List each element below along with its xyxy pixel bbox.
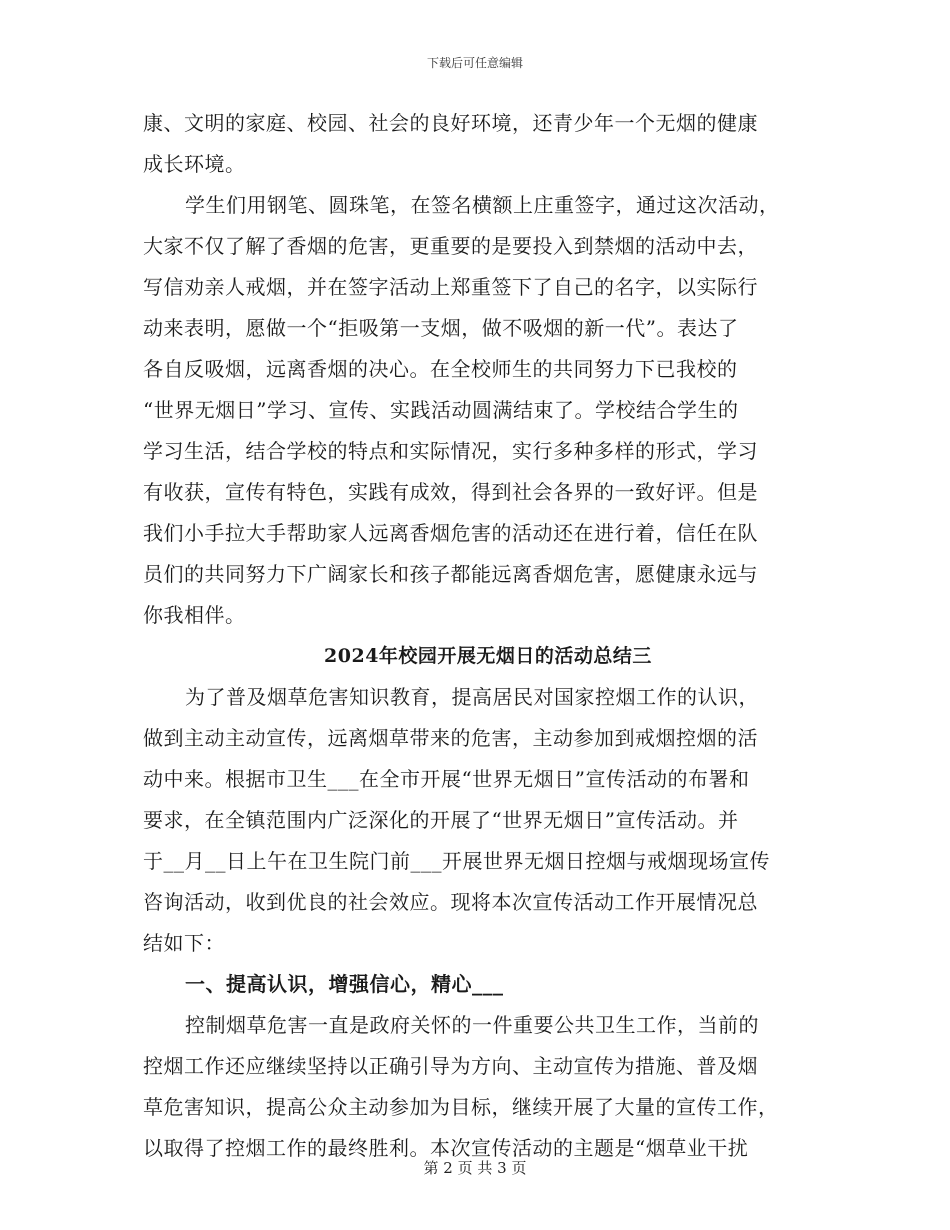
text-line: 动中来。根据市卫生___在全市开展“世界无烟日”宣传活动的布署和 (143, 767, 750, 791)
document-body (143, 103, 813, 1169)
text-line: 学习生活，结合学校的特点和实际情况，实行多种多样的形式，学习 (143, 439, 758, 463)
page-footer-number: 第 2 页 共 3 页 (423, 1159, 527, 1177)
text-line: 我们小手拉大手帮助家人远离香烟危害的活动还在进行着，信任在队 (143, 521, 758, 545)
section-heading: 2024年校园开展无烟日的活动总结三 (324, 645, 652, 667)
text-line: 写信劝亲人戒烟，并在签字活动上郑重签下了自己的名字，以实际行 (143, 275, 758, 299)
text-line: 各自反吸烟，远离香烟的决心。在全校师生的共同努力下已我校的 (143, 357, 738, 381)
text-line: 做到主动主动宣传，远离烟草带来的危害，主动参加到戒烟控烟的活 (143, 726, 758, 750)
text-line: 学生们用钢笔、圆珠笔，在签名横额上庄重签字，通过这次活动， (185, 193, 780, 217)
text-line: 成长环境。 (143, 152, 246, 176)
text-line: 于__月__日上午在卫生院门前___开展世界无烟日控烟与戒烟现场宣传 (143, 849, 770, 873)
text-line: 咨询活动，收到优良的社会效应。现将本次宣传活动工作开展情况总 (143, 890, 758, 914)
page-header-note: 下载后可任意编辑 (426, 56, 523, 70)
text-line: 为了普及烟草危害知识教育，提高居民对国家控烟工作的认识， (185, 685, 759, 709)
text-line: 员们的共同努力下广阔家长和孩子都能远离香烟危害，愿健康永远与 (143, 562, 758, 586)
text-line: 你我相伴。 (143, 603, 246, 627)
text-line: 动来表明，愿做一个“拒吸第一支烟，做不吸烟的新一代”。表达了 (143, 316, 739, 340)
text-line: 要求，在全镇范围内广泛深化的开展了“世界无烟日”宣传活动。并 (143, 808, 739, 832)
text-line: 结如下： (143, 931, 225, 955)
text-line: 以取得了控烟工作的最终胜利。本次宣传活动的主题是“烟草业干扰 (143, 1136, 749, 1160)
text-line: 草危害知识，提高公众主动参加为目标，继续开展了大量的宣传工作， (143, 1095, 779, 1119)
subsection-heading: 一、提高认识，增强信心，精心___ (185, 972, 504, 996)
text-line: “世界无烟日”学习、宣传、实践活动圆满结束了。学校结合学生的 (143, 398, 739, 422)
text-line: 康、文明的家庭、校园、社会的良好环境，还青少年一个无烟的健康 (143, 111, 758, 135)
text-line: 大家不仅了解了香烟的危害，更重要的是要投入到禁烟的活动中去， (143, 234, 758, 258)
text-line: 控制烟草危害一直是政府关怀的一件重要公共卫生工作，当前的 (185, 1013, 759, 1037)
text-line: 有收获，宣传有特色，实践有成效，得到社会各界的一致好评。但是 (143, 480, 758, 504)
text-line: 控烟工作还应继续坚持以正确引导为方向、主动宣传为措施、普及烟 (143, 1054, 758, 1078)
